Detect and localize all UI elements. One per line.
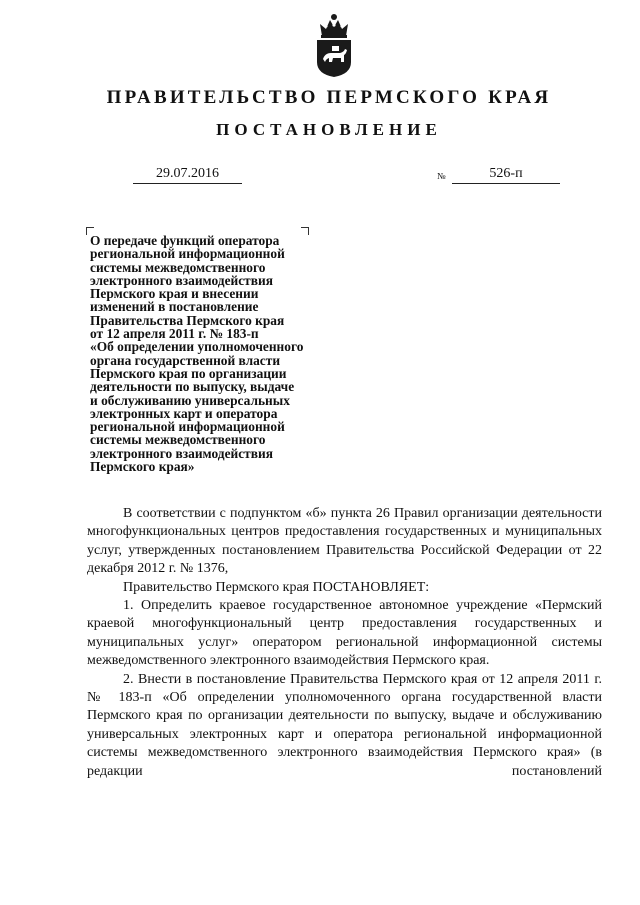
- subject-line: электронных карт и оператора: [90, 405, 278, 421]
- subject-line: Пермского края по организации: [90, 365, 287, 381]
- subject-line: Правительства Пермского края: [90, 312, 285, 328]
- clause-2-paragraph: 2. Внести в постановление Правительства Пермского края от 12 апреля 2011 г. № 183-п «Об определении уполномоченного органа государственной власти Пермского края по организации деятельности по выпуску, выдаче и обслуживанию универсальных электронных карт и оператора региональной информационной системы межведомственного электронного взаимодействия Пермского края» (в редакции постановлений: [87, 671, 602, 779]
- subject-line: от 12 апреля 2011 г. № 183-п: [90, 326, 259, 342]
- subject-line: органа государственной власти: [90, 352, 281, 368]
- document-date: 29.07.2016: [133, 164, 242, 184]
- subject-line: деятельности по выпуску, выдаче: [90, 379, 295, 395]
- emblem-graphic: [314, 12, 354, 78]
- document-type: ПОСТАНОВЛЕНИЕ: [216, 120, 442, 139]
- subject-line: изменений в постановление: [90, 299, 259, 315]
- subject-line: и обслуживанию универсальных: [90, 392, 290, 408]
- subject-line: системы межведомственного: [90, 259, 266, 275]
- document-subject: [90, 234, 320, 473]
- subject-line: электронного взаимодействия: [90, 272, 273, 288]
- number-prefix: №: [437, 171, 446, 181]
- coat-of-arms-icon: [314, 12, 354, 78]
- subject-line: системы межведомственного: [90, 432, 266, 448]
- government-title: ПРАВИТЕЛЬСТВО ПЕРМСКОГО КРАЯ: [106, 87, 552, 108]
- document-number: 526-п: [452, 164, 560, 184]
- subject-line: О передаче функций оператора: [90, 233, 280, 248]
- document-body: [87, 505, 602, 781]
- resolution-paragraph: Правительство Пермского края ПОСТАНОВЛЯЕТ:: [123, 579, 430, 595]
- subject-line: «Об определении уполномоченного: [90, 339, 304, 355]
- clause-1-paragraph: 1. Определить краевое государственное автономное учреждение «Пермский краевой многофункциональный центр предоставления государственных и муниципальных услуг» оператором региональной информационной системы межведомственного электронного взаимодействия Пермского края.: [87, 598, 602, 669]
- subject-line: электронного взаимодействия: [90, 445, 273, 461]
- subject-line: Пермского края и внесении: [90, 286, 259, 302]
- subject-line: региональной информационной: [90, 419, 285, 435]
- subject-line: Пермского края»: [90, 459, 195, 475]
- subject-line: региональной информационной: [90, 246, 285, 262]
- preamble-paragraph: В соответствии с подпунктом «б» пункта 26 Правил организации деятельности многофункциональных центров предоставления государственных и муниципальных услуг, утвержденных постановлением Правительства Российской Федерации от 22 декабря 2012 г. № 1376,: [87, 506, 602, 577]
